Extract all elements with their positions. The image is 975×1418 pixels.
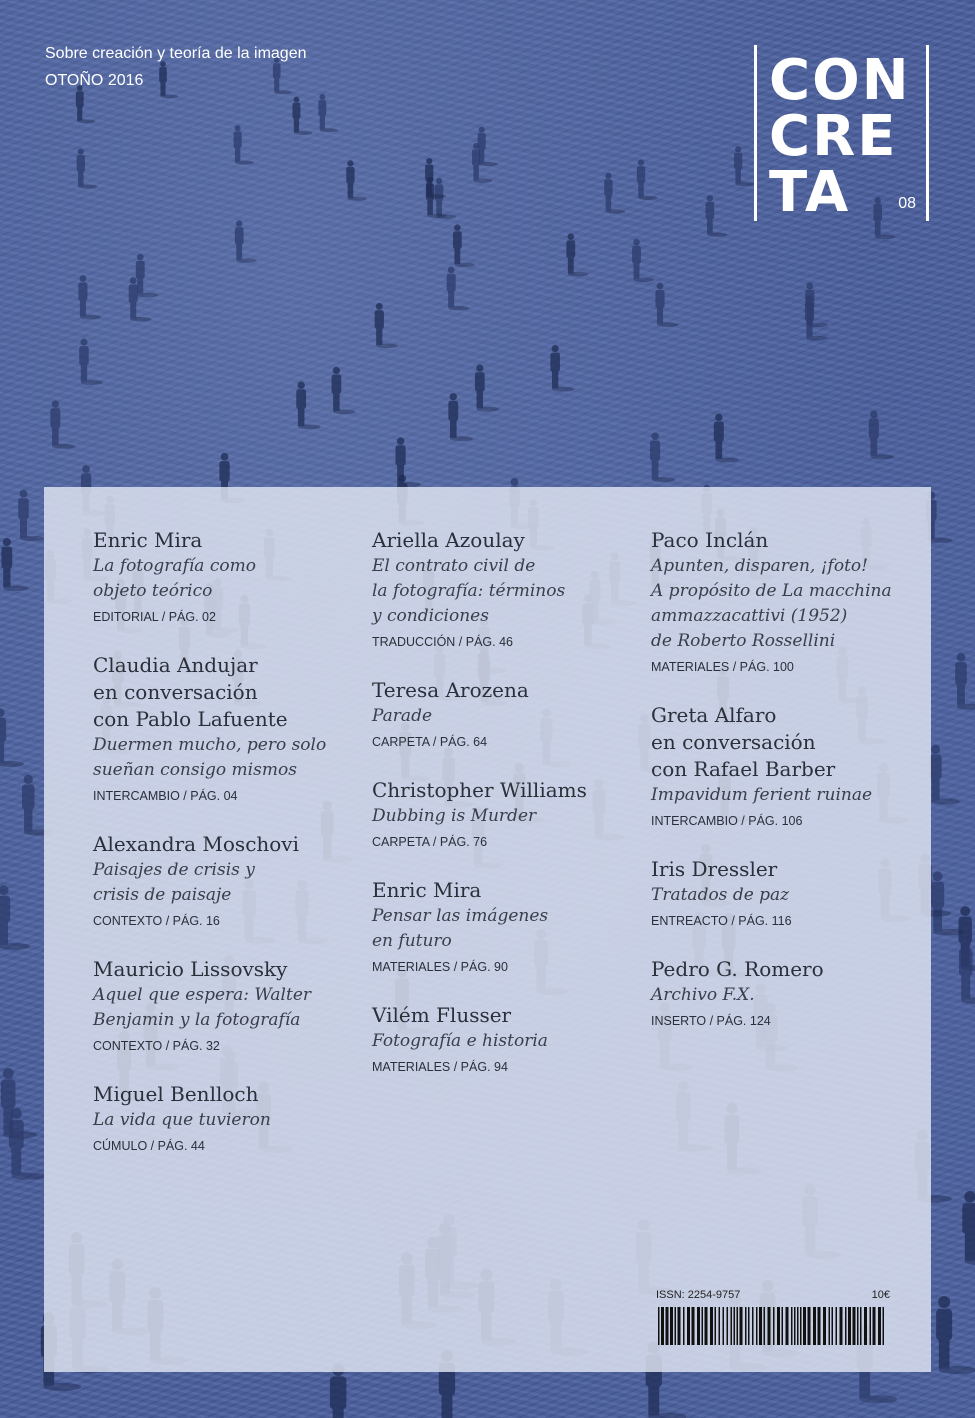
- contents-entry: [372, 1002, 642, 1076]
- entry-title: Aquel que espera: Walter Benjamin y la fotografía: [93, 985, 312, 1030]
- concreta-logo: [754, 45, 929, 225]
- entry-title: Dubbing is Murder: [372, 806, 537, 826]
- contents-column-1: [93, 527, 363, 1181]
- contents-entry: [93, 831, 363, 930]
- entry-title: Duermen mucho, pero solo sueñan consigo mismos: [93, 735, 327, 780]
- entry-author: Ariella Azoulay: [372, 528, 525, 552]
- entry-author: Enric Mira: [93, 528, 203, 552]
- entry-author: Vilém Flusser: [372, 1003, 512, 1027]
- entry-section: INTERCAMBIO / PÁG. 106: [651, 814, 803, 828]
- entry-section: INTERCAMBIO / PÁG. 04: [93, 789, 238, 803]
- entry-section: CARPETA / PÁG. 64: [372, 735, 488, 749]
- contents-column-2: [372, 527, 642, 1102]
- contents-entry: [372, 877, 642, 976]
- contents-entry: [93, 652, 363, 805]
- season: OTOÑO 2016: [45, 72, 144, 89]
- contents-entry: [651, 702, 921, 830]
- entry-title: Fotografía e historia: [372, 1031, 548, 1051]
- contents-entry: [651, 856, 921, 930]
- entry-section: MATERIALES / PÁG. 94: [372, 1060, 508, 1074]
- entry-author: Teresa Arozena: [372, 678, 529, 702]
- contents-entry: [93, 956, 363, 1055]
- contents-entry: [372, 527, 642, 651]
- contents-entry: [93, 527, 363, 626]
- contents-panel: [44, 487, 931, 1372]
- entry-section: MATERIALES / PÁG. 90: [372, 960, 508, 974]
- entry-author: Miguel Benlloch: [93, 1082, 259, 1106]
- entry-title: Impavidum ferient ruinae: [651, 785, 873, 805]
- entry-title: Apunten, disparen, ¡foto! A propósito de La macchina ammazzacattivi (1952) de Roberto Rossellini: [651, 556, 892, 651]
- entry-author: Christopher Williams: [372, 778, 587, 802]
- logo-line-3: TA: [769, 160, 851, 225]
- entry-section: INSERTO / PÁG. 124: [651, 1014, 771, 1028]
- entry-author: Alexandra Moschovi: [93, 832, 300, 856]
- header: [45, 40, 306, 94]
- contents-entry: [651, 527, 921, 676]
- entry-author: Greta Alfaro en conversación con Rafael Barber: [651, 703, 836, 781]
- contents-entry: [372, 777, 642, 851]
- price: 10€: [871, 1289, 890, 1301]
- entry-author: Claudia Andujar en conversación con Pablo Lafuente: [93, 653, 288, 731]
- entry-section: CARPETA / PÁG. 76: [372, 835, 488, 849]
- entry-title: Pensar las imágenes en futuro: [372, 906, 549, 951]
- entry-section: ENTREACTO / PÁG. 116: [651, 914, 792, 928]
- contents-entry: [372, 677, 642, 751]
- entry-title: La vida que tuvieron: [93, 1110, 271, 1130]
- issn: ISSN: 2254-9757: [656, 1289, 741, 1301]
- entry-section: TRADUCCIÓN / PÁG. 46: [372, 635, 513, 649]
- logo-line-2: CRE: [769, 104, 898, 169]
- entry-author: Enric Mira: [372, 878, 482, 902]
- entry-section: EDITORIAL / PÁG. 02: [93, 610, 216, 624]
- contents-entry: [93, 1081, 363, 1155]
- entry-title: Paisajes de crisis y crisis de paisaje: [93, 860, 255, 905]
- entry-section: CÚMULO / PÁG. 44: [93, 1139, 205, 1153]
- entry-section: MATERIALES / PÁG. 100: [651, 660, 794, 674]
- entry-title: Tratados de paz: [651, 885, 790, 905]
- entry-title: El contrato civil de la fotografía: términos y condiciones: [372, 556, 566, 626]
- entry-author: Paco Inclán: [651, 528, 769, 552]
- barcode-icon: [656, 1307, 890, 1347]
- entry-title: Archivo F.X.: [651, 985, 755, 1005]
- contents-column-3: [651, 527, 921, 1056]
- entry-section: CONTEXTO / PÁG. 16: [93, 914, 220, 928]
- entry-section: CONTEXTO / PÁG. 32: [93, 1039, 220, 1053]
- issue-number: 08: [898, 195, 916, 212]
- entry-author: Mauricio Lissovsky: [93, 957, 288, 981]
- entry-author: Iris Dressler: [651, 857, 778, 881]
- entry-author: Pedro G. Romero: [651, 957, 824, 981]
- contents-entry: [651, 956, 921, 1030]
- tagline: Sobre creación y teoría de la imagen: [45, 45, 307, 62]
- entry-title: Parade: [372, 706, 433, 726]
- entry-title: La fotografía como objeto teórico: [93, 556, 256, 601]
- barcode-block: [656, 1289, 890, 1347]
- logo-line-1: CON: [769, 48, 911, 113]
